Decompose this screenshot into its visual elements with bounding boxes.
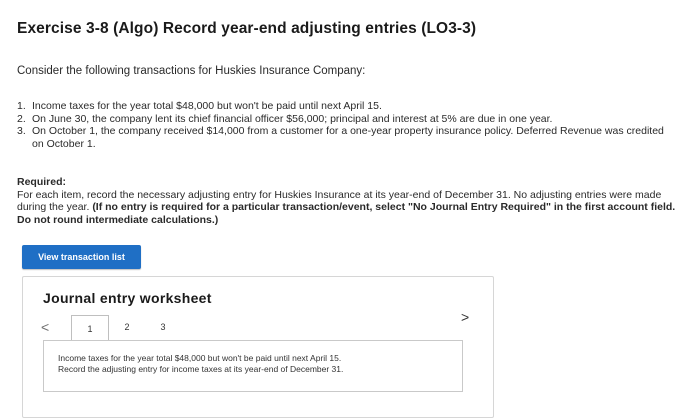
required-label: Required: [17,176,67,188]
worksheet-panel [43,340,463,392]
chevron-right-icon[interactable]: > [461,309,470,325]
panel-line-1: Income taxes for the year total $48,000 but won't be paid until next April 15. [58,353,342,363]
list-item [17,113,677,126]
panel-text [58,353,453,375]
view-transaction-list-button[interactable]: View transaction list [22,245,141,269]
exercise-title: Exercise 3-8 (Algo) Record year-end adjusting entries (LO3-3) [17,20,477,37]
chevron-left-icon[interactable]: < [41,319,50,335]
list-item [17,100,677,113]
page-tab-3[interactable]: 3 [160,322,166,332]
list-item-number: 1. [17,100,26,112]
required-section [17,176,677,226]
list-item-text: On October 1, the company received $14,000 from a customer for a one-year property insurance policy. Deferred Revenue was credited on October 1. [32,125,664,150]
intro-text: Consider the following transactions for Huskies Insurance Company: [17,65,366,77]
required-note: (If no entry is required for a particular transaction/event, select "No Journal Entry Required" in the first account field. Do not round intermediate calculations.) [17,201,676,226]
list-item-text: Income taxes for the year total $48,000 but won't be paid until next April 15. [32,100,382,112]
list-item [17,125,677,150]
transaction-list [17,100,677,150]
required-text: For each item, record the necessary adjusting entry for Huskies Insurance at its year-end of December 31. No adjusting entries were made during the year. [17,188,662,213]
page-tab-2[interactable]: 2 [124,322,130,332]
panel-line-2: Record the adjusting entry for income taxes at its year-end of December 31. [58,364,344,374]
list-item-text: On June 30, the company lent its chief financial officer $56,000; principal and interest at 5% are due in one year. [32,112,553,125]
list-item-number: 3. [17,125,26,137]
journal-entry-worksheet [22,276,494,418]
worksheet-pager [71,315,181,339]
worksheet-title: Journal entry worksheet [43,290,212,306]
list-item-number: 2. [17,112,26,125]
page-tab-1[interactable]: 1 [71,315,109,341]
